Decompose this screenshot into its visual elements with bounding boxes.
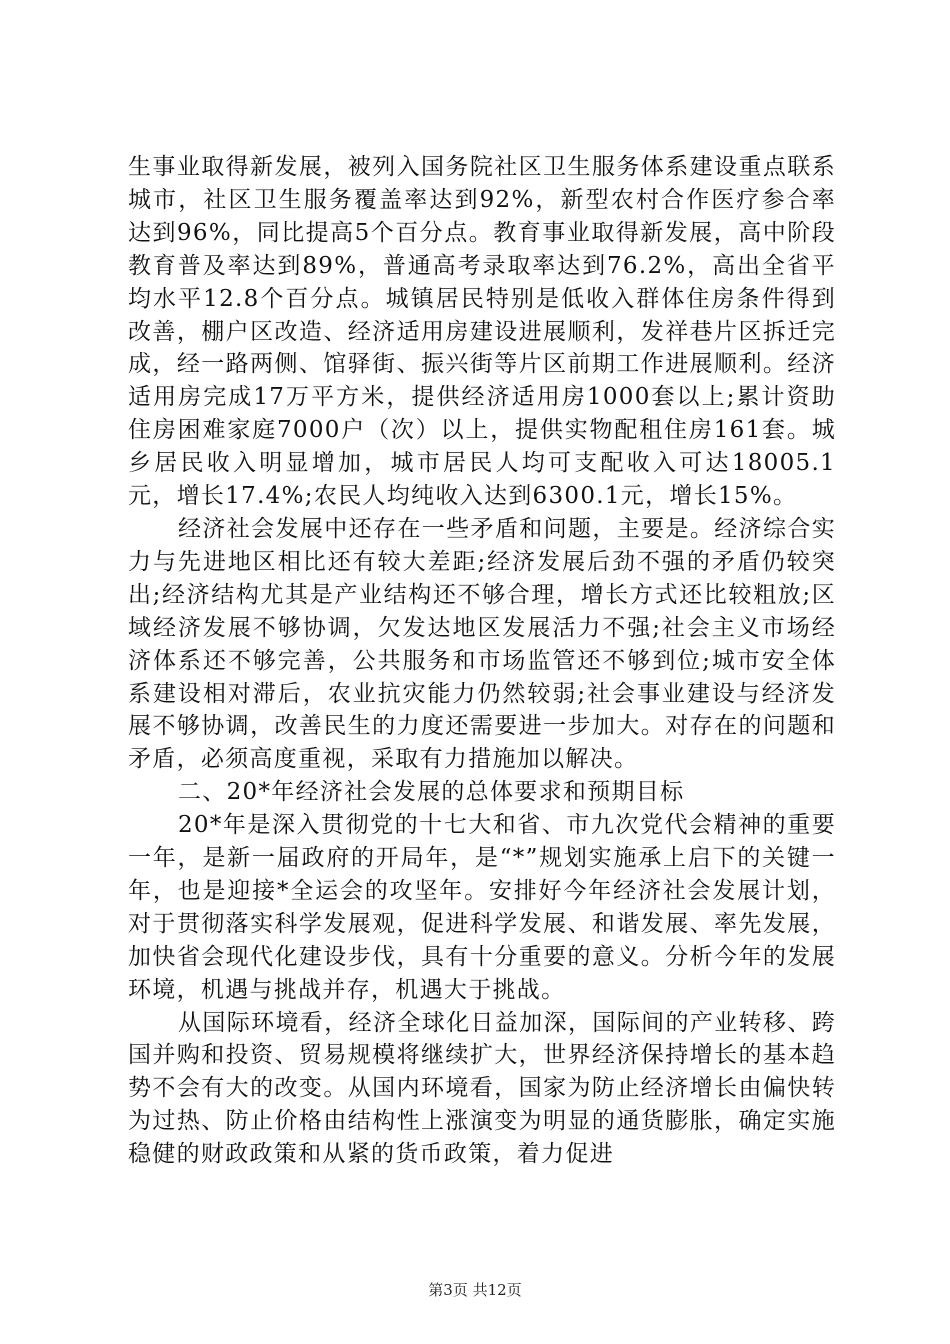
- paragraph-1: 生事业取得新发展，被列入国务院社区卫生服务体系建设重点联系城市，社区卫生服务覆盖率达到92%，新型农村合作医疗参合率达到96%，同比提高5个百分点。教育事业取得新发展，高中阶段教育普及率达到89%，普通高考录取率达到76.2%，高出全省平均水平12.8个百分点。城镇居民特别是低收入群体住房条件得到改善，棚户区改造、经济适用房建设进展顺利，发祥巷片区拆迁完成，经一路两侧、馆驿街、振兴街等片区前期工作进展顺利。经济适用房完成17万平方米，提供经济适用房1000套以上;累计资助住房困难家庭7000户（次）以上，提供实物配租住房161套。城乡居民收入明显增加，城市居民人均可支配收入可达18005.1元，增长17.4%;农民人均纯收入达到6300.1元，增长15%。: [128, 154, 836, 510]
- paragraph-2: 经济社会发展中还存在一些矛盾和问题，主要是。经济综合实力与先进地区相比还有较大差距;经济发展后劲不强的矛盾仍较突出;经济结构尤其是产业结构还不够合理，增长方式还比较粗放;区域经济发展不够协调，欠发达地区发展活力不强;社会主义市场经济体系还不够完善，公共服务和市场监管还不够到位;城市安全体系建设相对滞后，农业抗灾能力仍然较弱;社会事业建设与经济发展不够协调，改善民生的力度还需要进一步加大。对存在的问题和矛盾，必须高度重视，采取有力措施加以解决。: [128, 515, 836, 773]
- paragraph-4: 从国际环境看，经济全球化日益加深，国际间的产业转移、跨国并购和投资、贸易规模将继续扩大，世界经济保持增长的基本趋势不会有大的改变。从国内环境看，国家为防止经济增长由偏快转为过热、防止价格由结构性上涨演变为明显的通货膨胀，确定实施稳健的财政政策和从紧的货币政策，着力促进: [128, 1009, 836, 1168]
- section-heading: 二、20*年经济社会发展的总体要求和预期目标: [178, 779, 685, 806]
- paragraph-3: 20*年是深入贯彻党的十七大和省、市九次党代会精神的重要一年，是新一届政府的开局年，是“*”规划实施承上启下的关键一年，也是迎接*全运会的攻坚年。安排好今年经济社会发展计划，对于贯彻落实科学发展观，促进科学发展、和谐发展、率先发展，加快省会现代化建设步伐，具有十分重要的意义。分析今年的发展环境，机遇与挑战并存，机遇大于挑战。: [128, 812, 836, 1003]
- page-footer: 第3页 共12页: [428, 1281, 522, 1299]
- body-text: [128, 151, 836, 1171]
